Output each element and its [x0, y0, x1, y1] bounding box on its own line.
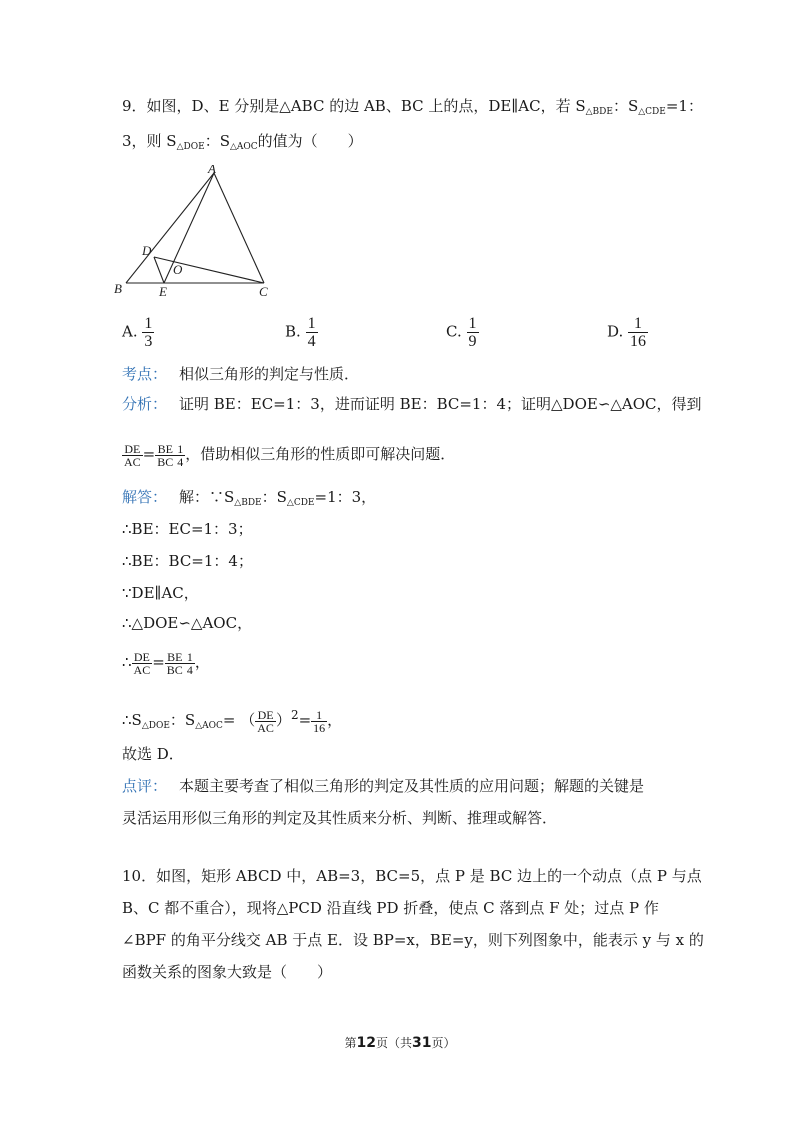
label-o: O [173, 262, 183, 277]
step-5: ∴ $\frac{DE}{AC}$ = $\frac{BE}{BC}$ $\frac{1}{4}$ ， [122, 649, 210, 677]
jieda-line: 解答： 解：$\because S_{\triangle BDE}$：$S_{\triangle CDE}=1$：3， [122, 488, 377, 508]
q10-line4: 函数关系的图象大致是（ ） [122, 963, 333, 981]
side-ab [126, 173, 214, 283]
dianping-line1: 点评： 本题主要考查了相似三角形的判定及其性质的应用问题；解题的关键是 [122, 777, 645, 795]
dianping-line2: 灵活运用形似三角形的判定及其性质来分析、判断、推理或解答． [122, 809, 558, 827]
q10-line2: B、C 都不重合），现将△PCD 沿直线 PD 折叠，使点 C 落到点 F 处；过点 P 作 [122, 899, 659, 917]
page-footer: 第12页（共31页） [344, 1035, 456, 1051]
step-1: ∴BE：EC=1：3； [122, 520, 253, 538]
step-4: ∴△DOE∽△AOC， [122, 614, 253, 632]
label-a: A [208, 165, 216, 176]
option-b[interactable]: B. $\frac{1}{4}$ [285, 315, 316, 350]
step-3: ∵DE∥AC， [122, 584, 199, 602]
triangle-figure [112, 165, 282, 300]
step-2: ∴BE：BC=1：4； [122, 552, 253, 570]
side-ac [214, 173, 264, 283]
step-7: 故选 D． [122, 745, 184, 763]
q9-stem-line2: 3，则 $S_{\triangle DOE}$：$S_{\triangle AOC}$的值为（ ） [122, 132, 363, 152]
fenxi-line: 分析： 证明 BE：EC=1：3，进而证明 BE：BC=1：4；证明△DOE∽△AOC，得到 [122, 395, 702, 413]
option-d[interactable]: D. $\frac{1}{16}$ [607, 315, 647, 350]
q9-stem-line1: 9．如图，D、E 分别是△ABC 的边 AB、BC 上的点，DE∥AC，若 $S_{\triangle BDE}$：$S_{\triangle CDE}=1$： [122, 97, 703, 117]
q10-line1: 10．如图，矩形 ABCD 中，AB=3，BC=5，点 P 是 BC 边上的一个动点（点 P 与点 [122, 867, 702, 885]
kaodian-line: 考点： 相似三角形的判定与性质． [122, 365, 360, 383]
step-6: $\therefore S_{\triangle DOE}$：$S_{\triangle AOC}=$ （ $\frac{DE}{AC}$ ）$^2$= $\frac{1}{16}$ ， [122, 707, 343, 735]
option-c[interactable]: C. $\frac{1}{9}$ [446, 315, 477, 350]
label-c: C [259, 284, 268, 299]
option-a[interactable]: A. $\frac{1}{3}$ [122, 315, 153, 350]
label-e: E [159, 284, 167, 299]
label-d: D [142, 243, 152, 258]
segment-ae [164, 173, 214, 283]
fenxi-line2: $\frac{DE}{AC}$ = $\frac{BE}{BC}$ $\frac{1}{4}$ ，借助相似三角形的性质即可解决问题． [124, 441, 456, 469]
label-b: B [114, 281, 122, 296]
segment-de [154, 257, 164, 283]
q10-line3: ∠BPF 的角平分线交 AB 于点 E．设 BP=x，BE=y，则下列图象中，能表示 y 与 x 的 [122, 931, 704, 949]
